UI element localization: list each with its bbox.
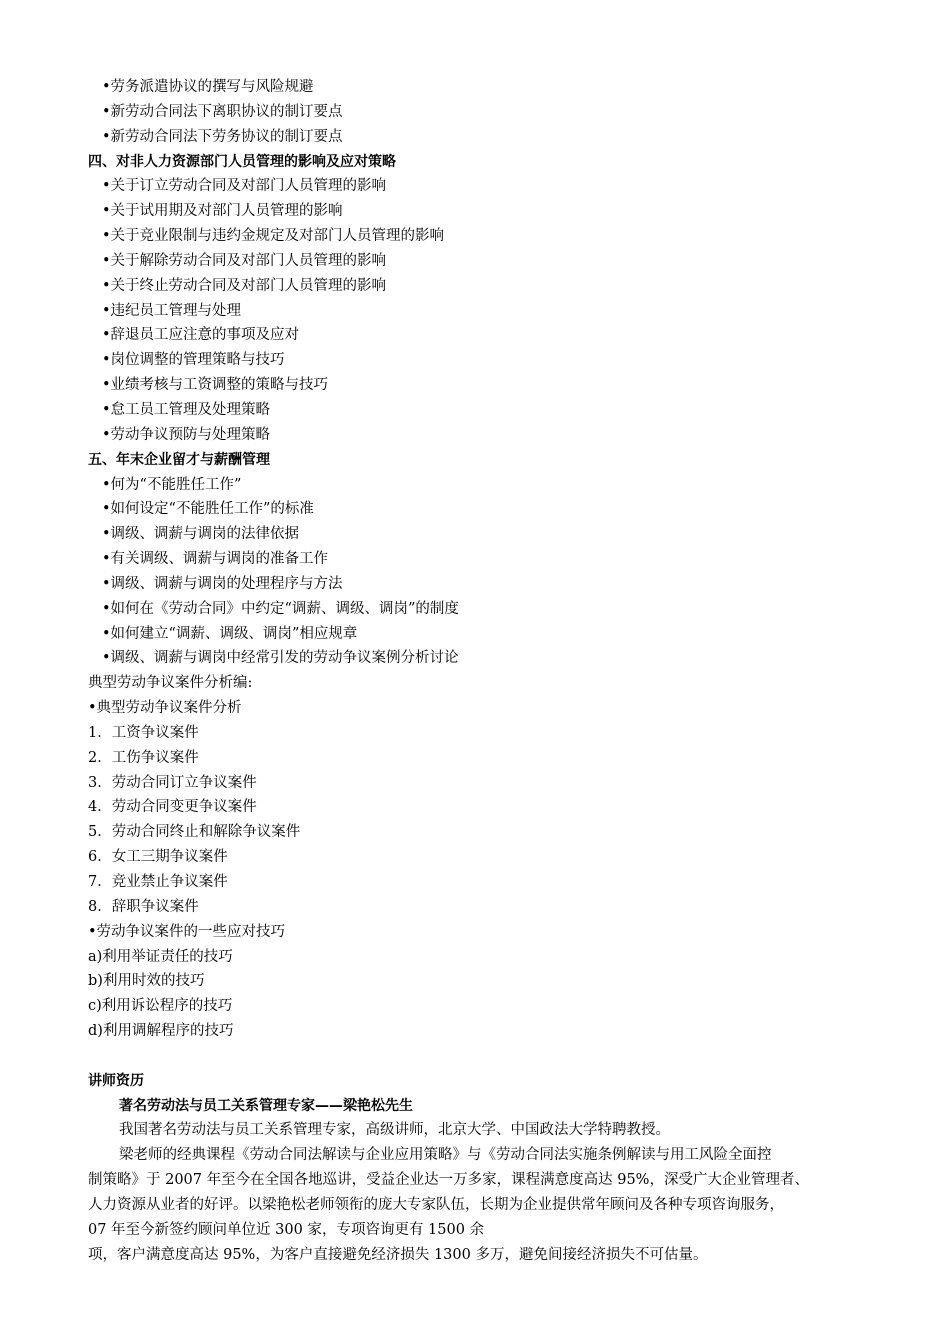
lecturer-heading: 讲师资历 (88, 1072, 144, 1089)
lecturer-bio-line: 梁老师的经典课程《劳动合同法解读与企业应用策略》与《劳动合同法实施条例解读与用工风险全面控 (119, 1147, 772, 1164)
list-item: •有关调级、调薪与调岗的准备工作 (102, 551, 329, 568)
cases-heading: 典型劳动争议案件分析编: (88, 675, 253, 692)
skill-item: d)利用调解程序的技巧 (88, 1023, 234, 1040)
list-item: •调级、调薪与调岗的法律依据 (102, 526, 300, 543)
list-item: •新劳动合同法下离职协议的制订要点 (102, 103, 343, 120)
lecturer-bio-line: 项，客户满意度高达 95%，为客户直接避免经济损失 1300 多万，避免间接经济损失不可估量。 (88, 1246, 708, 1263)
lecturer-bio-line: 07 年至今新签约顾问单位近 300 家，专项咨询更有 1500 余 (88, 1221, 485, 1238)
skill-item: b)利用时效的技巧 (88, 973, 205, 990)
case-item: 7．竞业禁止争议案件 (88, 874, 228, 890)
skills-heading: •劳动争议案件的一些应对技巧 (88, 923, 286, 940)
lecturer-intro: 我国著名劳动法与员工关系管理专家，高级讲师，北京大学、中国政法大学特聘教授。 (119, 1122, 670, 1139)
case-item: 2．工伤争议案件 (88, 749, 199, 766)
case-item: 6．女工三期争议案件 (88, 849, 228, 866)
spacer (88, 1044, 898, 1069)
list-item: •怠工员工管理及处理策略 (102, 401, 271, 418)
list-item: •业绩考核与工资调整的策略与技巧 (102, 377, 329, 394)
list-item: •调级、调薪与调岗的处理程序与方法 (102, 575, 343, 592)
list-item: •关于订立劳动合同及对部门人员管理的影响 (102, 178, 387, 195)
case-item: 4．劳动合同变更争议案件 (88, 799, 257, 816)
skill-item: a)利用举证责任的技巧 (88, 948, 233, 965)
list-item: •岗位调整的管理策略与技巧 (102, 352, 285, 369)
list-item: •如何设定“不能胜任工作”的标准 (102, 501, 314, 518)
case-item: 8．辞职争议案件 (88, 898, 199, 915)
section-heading: 四、对非人力资源部门人员管理的影响及应对策略 (88, 153, 396, 170)
case-item: 3．劳动合同订立争议案件 (88, 774, 257, 791)
list-item: •关于竞业限制与违约金规定及对部门人员管理的影响 (102, 228, 445, 245)
list-item: •关于试用期及对部门人员管理的影响 (102, 203, 343, 220)
lecturer-title: 著名劳动法与员工关系管理专家——梁艳松先生 (119, 1097, 413, 1114)
list-item: •新劳动合同法下劳务协议的制订要点 (102, 128, 343, 145)
list-item: •关于解除劳动合同及对部门人员管理的影响 (102, 252, 387, 269)
list-item: •辞退员工应注意的事项及应对 (102, 327, 300, 344)
lecturer-bio-line: 人力资源从业者的好评。以梁艳松老师领衔的庞大专家队伍，长期为企业提供常年顾问及各种专项咨询服务， (88, 1196, 784, 1213)
case-item: 5．劳动合同终止和解除争议案件 (88, 824, 301, 841)
cases-sub-heading: •典型劳动争议案件分析 (88, 700, 242, 717)
list-item: •关于终止劳动合同及对部门人员管理的影响 (102, 277, 387, 294)
document-page (88, 75, 898, 1268)
list-item: •调级、调薪与调岗中经常引发的劳动争议案例分析讨论 (102, 650, 459, 667)
section-heading: 五、年末企业留才与薪酬管理 (88, 451, 270, 468)
list-item: •何为“不能胜任工作” (102, 476, 242, 493)
case-item: 1．工资争议案件 (88, 724, 199, 741)
list-item: •如何建立“调薪、调级、调岗”相应规章 (102, 625, 358, 642)
lecturer-bio-line: 制策略》于 2007 年至今在全国各地巡讲，受益企业达一万多家，课程满意度高达 95%，深受广大企业管理者、 (88, 1172, 809, 1189)
list-item: •如何在《劳动合同》中约定“调薪、调级、调岗”的制度 (102, 600, 459, 617)
list-item: •劳务派遣协议的撰写与风险规避 (102, 79, 314, 95)
list-item: •违纪员工管理与处理 (102, 302, 242, 319)
skill-item: c)利用诉讼程序的技巧 (88, 998, 233, 1015)
list-item: •劳动争议预防与处理策略 (102, 426, 271, 443)
